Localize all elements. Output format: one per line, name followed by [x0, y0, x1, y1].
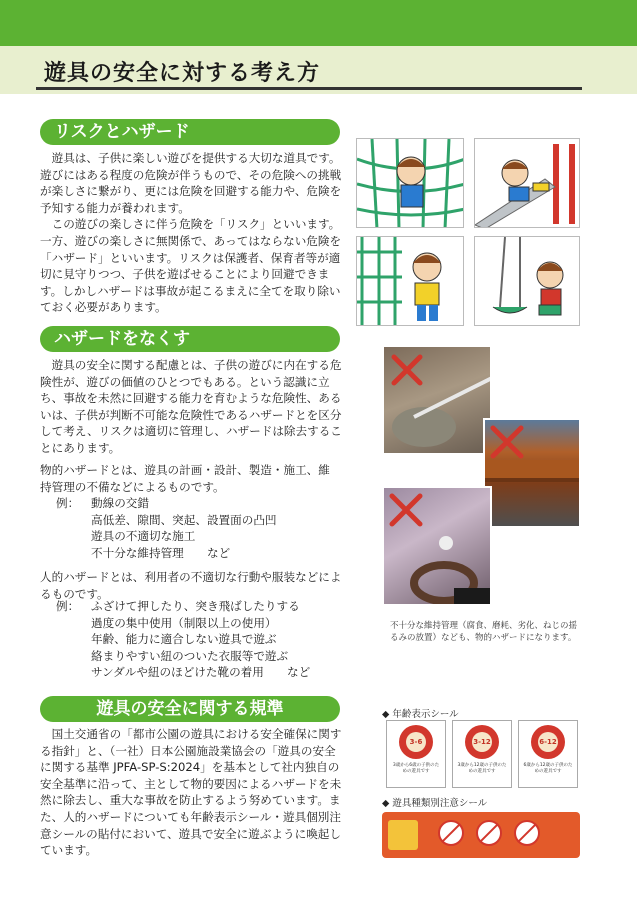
warning-triangle-icon [388, 820, 418, 850]
illustration-swing [474, 236, 580, 326]
human-examples-list [56, 598, 346, 681]
physical-example-item: 高低差、隙間、突起、設置面の凸凹 [91, 512, 277, 527]
physical-examples-list [56, 495, 346, 561]
rules-paragraph: 国土交通省の「都市公園の遊具における安全確保に関する指針」と、（一社）日本公園施設業協会の「遊具の安全に関する基準 JPFA-SP-S:2024」を基本として社内独自の安全基準に沿って、主として物的要因によるハザードを未然に除去し、重大な事故を防止するよう努めています。また、人的ハザードについても年齢表示シール・遊具個別注意シールの貼付において、遊具で安全に遊ぶように喚起しています。 [40, 727, 342, 858]
human-hazard-intro: 人的ハザードとは、利用者の不適切な行動や服装などによるものです。 [40, 570, 342, 601]
no-push-icon [438, 820, 464, 846]
climbing-net-illustration [357, 139, 464, 228]
jungle-gym-illustration [357, 237, 464, 326]
hazard-paragraph: 遊具の安全に関する配慮とは、子供の遊びに内在する危険性が、遊びの価値のひとつでもある。という認識に立ち、事故を未然に回避する能力を育むような危険性、あるいは、子供が判断不可能な危険性であるハザードとを区分して考え、リスクは適切に管理し、ハザードは除去することにあります。 [40, 358, 342, 455]
risk-paragraph-1: 遊具は、子供に楽しい遊びを提供する大切な道具です。遊びにはある程度の危険が伴うもので、その危険への挑戦が楽しさに繋がり、更には危険を回避する能力や、危険を予知する能力が養われます。 [40, 151, 342, 215]
risk-text [40, 150, 342, 316]
title-underline [36, 87, 582, 90]
risk-paragraph-2: この遊びの楽しさに伴う危険を「リスク」といいます。一方、遊びの楽しさに無関係で、あってはならない危険を「ハザード」といいます。リスクは保護者、保育者等が適切に見守りつつ、子供を遊ばせることにより回避できます。しかしハザードは事故が起こるまえに全てを取り除いておく必要があります。 [40, 217, 342, 315]
age-sticker-6-12 [518, 720, 578, 788]
section-heading-risk: リスクとハザード [40, 119, 340, 145]
age-sticker-text: 3歳から12歳の子供のための遊具です [457, 763, 507, 774]
human-examples-label: 例： [56, 599, 80, 613]
physical-example-item: 遊具の不適切な施工 [91, 529, 196, 544]
illustration-jungle-gym [356, 236, 464, 326]
corroded-base-photo [384, 347, 492, 455]
loose-chain-photo [384, 488, 492, 606]
human-example-item: ふざけて押したり、突き飛ばしたりする [91, 599, 300, 613]
physical-example-item: 不十分な維持管理 など [91, 545, 231, 560]
illustration-slide [474, 138, 580, 228]
age-range: 3-12 [472, 732, 492, 752]
section-heading-rules: 遊具の安全に関する規準 [40, 696, 340, 722]
page-title: 遊具の安全に対する考え方 [44, 61, 321, 86]
slide-illustration [475, 139, 580, 228]
section-heading-hazard: ハザードをなくす [40, 326, 340, 352]
age-sticker-3-6 [386, 720, 446, 788]
age-range: 6-12 [538, 732, 558, 752]
rusted-bar-photo [485, 420, 581, 528]
type-warning-sticker [382, 812, 580, 858]
swing-illustration [475, 237, 580, 326]
age-sticker-3-12 [452, 720, 512, 788]
photo-loose-chain [382, 486, 492, 606]
physical-example-item: 動線の交錯 [91, 496, 149, 510]
top-green-bar [0, 0, 637, 46]
rules-text [40, 726, 342, 859]
age-sticker-text: 3歳から6歳の子供のための遊具です [392, 763, 440, 774]
human-example-item: 過度の集中使用（制限以上の使用） [91, 615, 277, 630]
photo-rusted-bar [483, 418, 581, 528]
physical-hazard-intro: 物的ハザードとは、遊具の計画・設計、製造・施工、維持管理の不備などによるものです。 [40, 463, 330, 494]
no-string-icon [476, 820, 502, 846]
photo-corroded-base [382, 345, 492, 455]
human-example-item: 絡まりやすい紐のついた衣服等で遊ぶ [91, 648, 289, 663]
human-example-item: サンダルや紐のほどけた靴の着用 など [91, 665, 311, 680]
illustration-climbing-net [356, 138, 464, 228]
age-sticker-label: ◆ 年齢表示シール [382, 709, 459, 720]
photo-caption: 不十分な維持管理（腐食、磨耗、劣化、ねじの揺るみの放置）なども、物的ハザードになります。 [390, 621, 578, 643]
human-example-item: 年齢、能力に適合しない遊具で遊ぶ [91, 632, 277, 647]
type-sticker-label: ◆ 遊具種類別注意シール [382, 798, 488, 809]
physical-examples-label: 例： [56, 496, 80, 510]
hazard-text [40, 357, 344, 457]
no-sandals-icon [514, 820, 540, 846]
age-range: 3-6 [406, 732, 426, 752]
age-sticker-text: 6歳から12歳の子供のための遊具です [523, 763, 573, 774]
